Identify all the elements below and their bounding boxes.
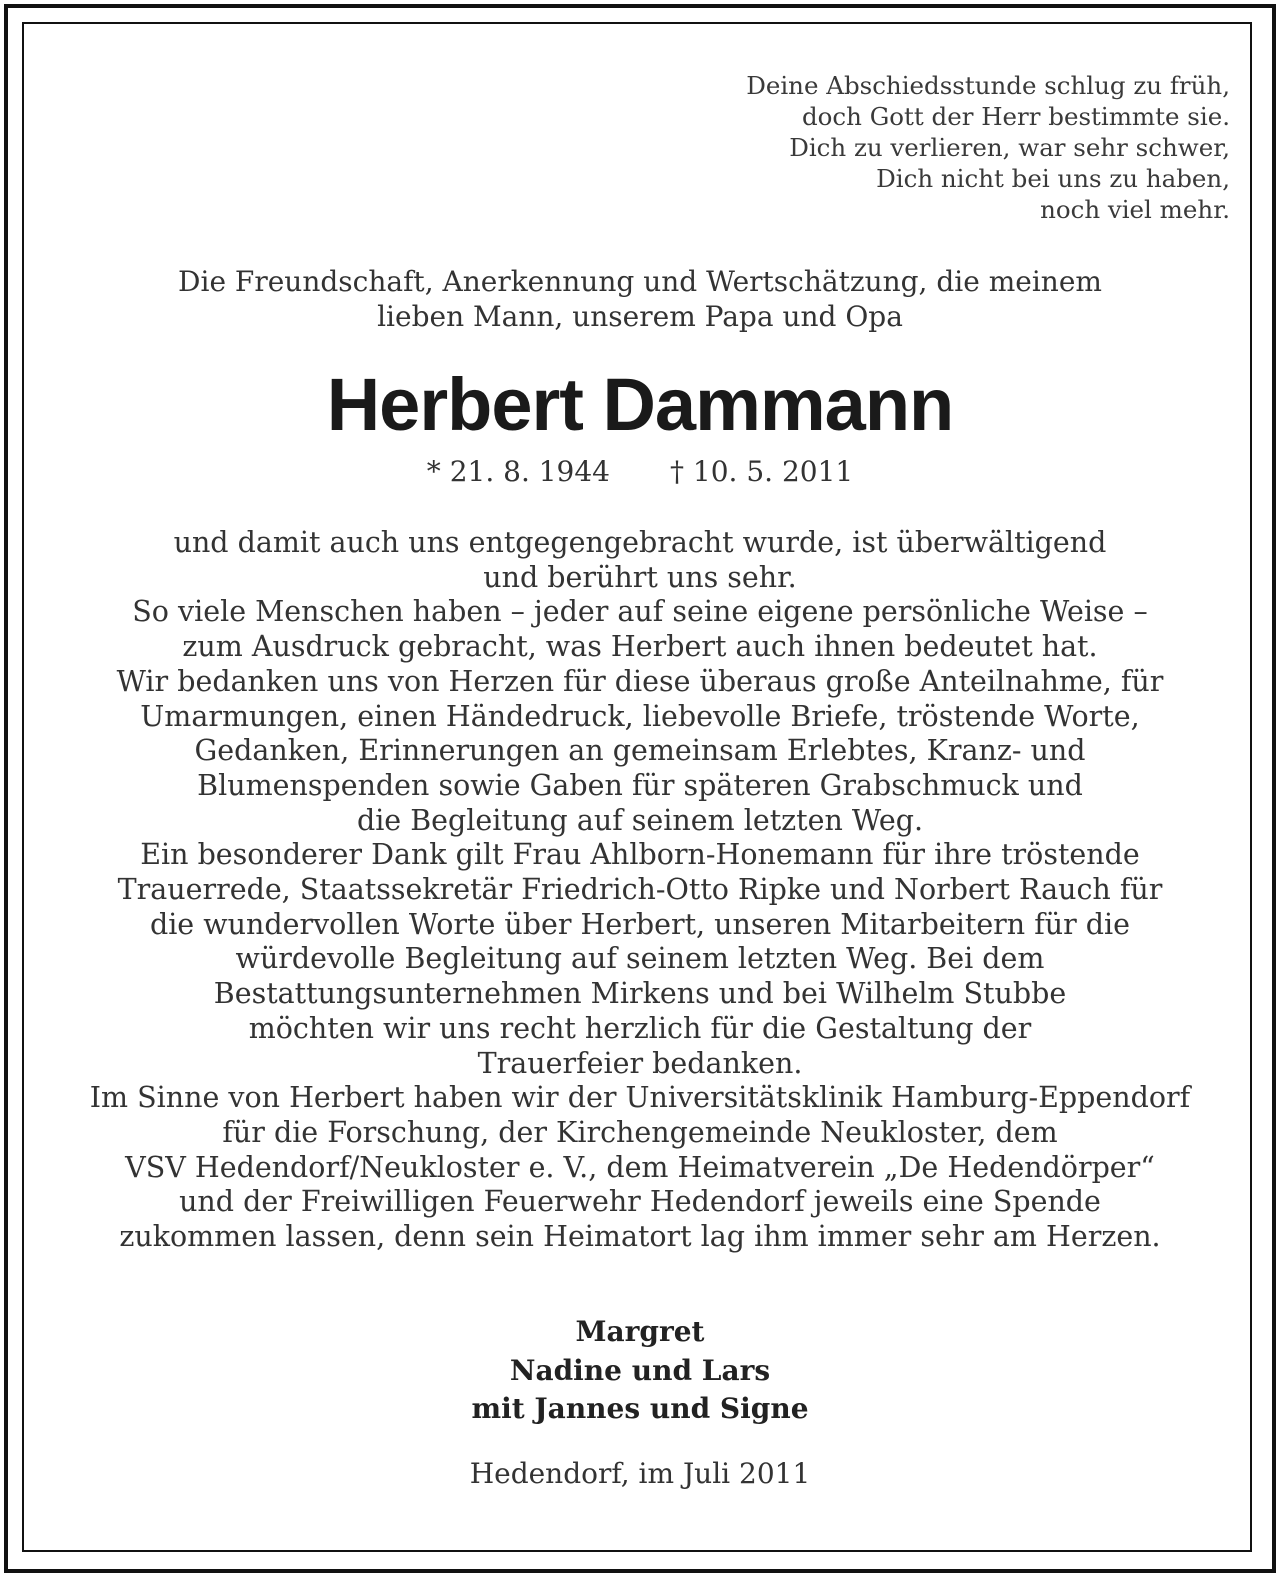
- family-signatures: [0, 1313, 1280, 1429]
- body-line: Umarmungen, einen Händedruck, liebevolle Briefe, tröstende Worte,: [140, 699, 1140, 733]
- signature-line: Margret: [575, 1315, 705, 1348]
- body-line: zukommen lassen, denn sein Heimatort lag ihm immer sehr am Herzen.: [119, 1220, 1161, 1254]
- body-line: So viele Menschen haben – jeder auf seine eigene persönliche Weise –: [132, 595, 1148, 629]
- poem-line: Dich zu verlieren, war sehr schwer,: [789, 133, 1230, 162]
- body-line: Trauerrede, Staatssekretär Friedrich-Otto Ripke und Norbert Rauch für: [117, 873, 1163, 907]
- poem-line: doch Gott der Herr bestimmte sie.: [801, 102, 1230, 131]
- body-line: die wundervollen Worte über Herbert, unseren Mitarbeitern für die: [149, 907, 1131, 941]
- deceased-name: Herbert Dammann: [326, 363, 954, 446]
- signature-line: Nadine und Lars: [509, 1353, 771, 1387]
- birth-date: * 21. 8. 1944: [426, 455, 610, 488]
- life-dates: [0, 454, 1280, 490]
- body-line: Im Sinne von Herbert haben wir der Universitätsklinik Hamburg-Eppendorf: [89, 1081, 1191, 1115]
- body-line: Wir bedanken uns von Herzen für diese überaus große Anteilnahme, für: [116, 664, 1164, 698]
- body-line: die Begleitung auf seinem letzten Weg.: [356, 803, 924, 837]
- body-line: für die Forschung, der Kirchengemeinde Neukloster, dem: [222, 1115, 1058, 1149]
- intro-line: Die Freundschaft, Anerkennung und Wertschätzung, die meinem: [178, 265, 1102, 298]
- body-line: Blumenspenden sowie Gaben für späteren Grabschmuck und: [197, 768, 1083, 802]
- signature-line: mit Jannes und Signe: [471, 1392, 809, 1425]
- poem: [746, 70, 1230, 225]
- intro-line: lieben Mann, unserem Papa und Opa: [377, 300, 903, 333]
- body-line: Gedanken, Erinnerungen an gemeinsam Erlebtes, Kranz- und: [194, 734, 1086, 768]
- poem-line: Dich nicht bei uns zu haben,: [876, 164, 1230, 193]
- body-line: Bestattungsunternehmen Mirkens und bei Wilhelm Stubbe: [213, 977, 1067, 1011]
- body-line: und der Freiwilligen Feuerwehr Hedendorf jeweils eine Spende: [179, 1185, 1101, 1219]
- body-line: und damit auch uns entgegengebracht wurde, ist überwältigend: [173, 526, 1107, 559]
- body-line: zum Ausdruck gebracht, was Herbert auch ihnen bedeutet hat.: [182, 630, 1098, 664]
- death-date: † 10. 5. 2011: [670, 455, 854, 488]
- body-line: möchten wir uns recht herzlich für die Gestaltung der: [248, 1011, 1032, 1045]
- place-and-date: Hedendorf, im Juli 2011: [469, 1457, 811, 1490]
- body-line: würdevolle Begleitung auf seinem letzten Weg. Bei dem: [235, 942, 1045, 976]
- body-line: VSV Hedendorf/Neukloster e. V., dem Heimatverein „De Hedendörper“: [125, 1150, 1155, 1184]
- body-line: Trauerfeier bedanken.: [477, 1046, 803, 1080]
- body-line: und berührt uns sehr.: [483, 560, 797, 594]
- poem-line: Deine Abschiedsstunde schlug zu früh,: [746, 71, 1230, 100]
- thank-you-text: [0, 526, 1280, 1255]
- body-line: Ein besonderer Dank gilt Frau Ahlborn-Honemann für ihre tröstende: [140, 838, 1140, 872]
- intro-text: [0, 264, 1280, 334]
- poem-line: noch viel mehr.: [1040, 195, 1230, 224]
